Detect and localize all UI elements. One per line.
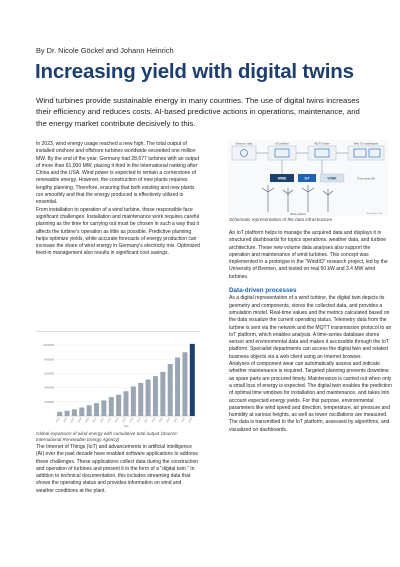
x-tick-label: 2015 [128,417,135,424]
x-tick-label: 2007 [70,417,76,424]
bar [101,400,106,416]
body-paragraph: An IoT platform helps to manage the acquired data and displays it in structured dashboards for topics operations, weather data, and turbine architecture. These new volume data analyses also support the operation and maintenance of wind turbines. This concept was implemented in a prototype in the "WindIO" research project, led by the University of Bremen, and tested on real 50 kW and 3.4 MW wind turbines. [229,230,388,280]
chart-svg [36,332,200,428]
x-tick-label: 2023 [187,417,194,424]
x-tick-label: 2017 [143,417,149,424]
body-paragraph: As a digital representation of a wind turbine, the digital twin depicts its geometry and components, stores the collected data, and provides a simulation model. Real-time values and the metrics calculated based on the data visualize the current operating status. Telemetry data from the turbine is sent via the network and the MQTT transmission protocol to an IoT platform, which enables analysis. A time-series database stores sensor and environmental data and makes it accessible through the IoT platform. Specialist departments can access the digital twin and related business objects via a web client using an Internet browser. [229,295,392,360]
article-title: Increasing yield with digital twins [35,60,354,83]
diagram-caption: Schematic representation of the data infrastructure [229,217,333,222]
wind-tag-label: WIND [277,176,287,181]
left-column [36,141,200,258]
bar [153,376,158,416]
body-paragraph: In 2023, wind energy usage reached a new high. The total output of installed onshore and offshore turbines worldwide exceeded one million MW. By the end of the year, Germany had 28,677 turbines with an output of more than 61,000 MW, placing it third in the international ranking after China and the USA. Wind power is expected to remain a cornerstone of renewable energy. However, the construction of new plants requires lengthy planning. Therefore, ensuring that both existing and new plants run smoothly and that the energy produced is effectively utilized is essential. [36,141,199,206]
bar [131,387,136,416]
x-tick-label: 2018 [151,417,157,424]
iot-box [268,146,296,160]
infrastructure-svg [228,140,388,216]
y-tick-label: 400000 [44,385,54,390]
bar [65,411,70,416]
x-tick-label: 2010 [92,417,98,424]
y-tick-label: 800000 [44,357,54,362]
bar [123,391,128,416]
bar [57,412,62,416]
x-axis-note: Year [123,425,129,428]
x-tick-label: 2008 [77,417,83,424]
x-tick-label: 2012 [106,417,113,424]
left-column-bottom [36,444,200,495]
x-tick-label: 2011 [99,417,105,423]
x-tick-label: 2005 [55,417,61,424]
bar [182,352,187,416]
bar [168,364,173,416]
section-heading: Data-driven processes [229,287,297,295]
body-paragraph: Analyses of component wear can automatically assess and indicate whether maintenance is required. Targeted planning prevents downtime as spare parts are procured timely. Maintenance is carried out when only a small loss of energy is expected. The digital twin enables the prediction of optimal time windows for installation and maintenance, and takes into account expected energy yields. For this purpose, environmental parameters like wind speed and direction, temperature, air pressure and humidity at various heights, as well as tower oscillations are measured. The data is transmitted to the IoT platform, assessed by algorithms, and visualized on dashboards. [229,361,392,433]
turbines-label: Wind turbines [290,213,306,216]
y-tick-label: 600000 [44,371,54,376]
source-label: Fraunhofer / IIS [366,213,382,215]
x-tick-label: 2013 [114,417,120,424]
bar [190,344,195,416]
lead-paragraph: Wind turbines provide sustainable energy in many countries. The use of digital twins increases their efficiency and reduces costs. AI-based predictive actions in operations, maintenance, and the energy market contribute decisively to this. [36,96,360,128]
x-tick-label: 2020 [165,417,172,424]
bar [94,403,99,416]
wind-capacity-chart [36,331,200,427]
body-paragraph: From installation to operation of a wind turbine, those responsible face significant challenges. Installation and maintenance work requires careful planning as the time for carrying out must be chosen in such a way that it affects the turbine's operation as little as possible. Predictive planning helps optimize yields, while accurate forecasts of energy production can increase the share of wind energy in Germany's electricity mix. Optimized feed-in management also results in significant cost savings. [36,206,200,257]
authors-line: By Dr. Nicole Göckel and Johann Heinrich [36,46,174,55]
ui-label: Web UI / dashboards [353,142,379,146]
bar [146,379,151,416]
chart-caption: Global expansion of wind energy with cumulative total output (Source: International Renewable Energy Agency) [36,431,178,442]
x-tick-label: 2006 [62,417,68,424]
bar [109,397,114,416]
right-column [229,230,392,434]
bar [79,407,84,416]
x-tick-label: 2009 [84,417,91,424]
mqtt-label: MQTT broker [314,142,330,146]
x-tick-label: 2014 [121,417,127,424]
bar [138,383,143,416]
x-tick-label: 2019 [158,417,164,424]
y-tick-label: 1000000 [43,343,54,348]
vonk-tag-label: VONK [327,176,337,181]
db-label: Time series DB [357,177,375,181]
x-tick-label: 2021 [173,417,179,424]
bar [160,372,165,416]
y-tick-label: 200000 [44,399,54,404]
bar [72,409,77,416]
x-tick-label: 2016 [136,417,142,424]
mqtt-box [308,146,336,160]
sensors-label: Sensors / data [235,142,253,146]
bar [175,358,180,417]
data-infrastructure-diagram [228,140,388,216]
body-paragraph: The Internet of Things (IoT) and advancements in artificial intelligence (AI) over the past decade have enabled software applications to address these challenges. These applications collect data during the construction and operation of turbines and present it in the form of a "digital twin." In addition to technical documentation, this includes streaming data that shows the operating status and provides information on wind and weather conditions at the plant. [36,444,199,494]
sensors-box [232,146,256,160]
iot-tag-label: IoT [304,176,310,181]
bar [116,395,121,416]
bar [87,405,92,416]
iot-label: IoT platform [275,142,289,146]
x-tick-label: 2022 [180,417,186,424]
